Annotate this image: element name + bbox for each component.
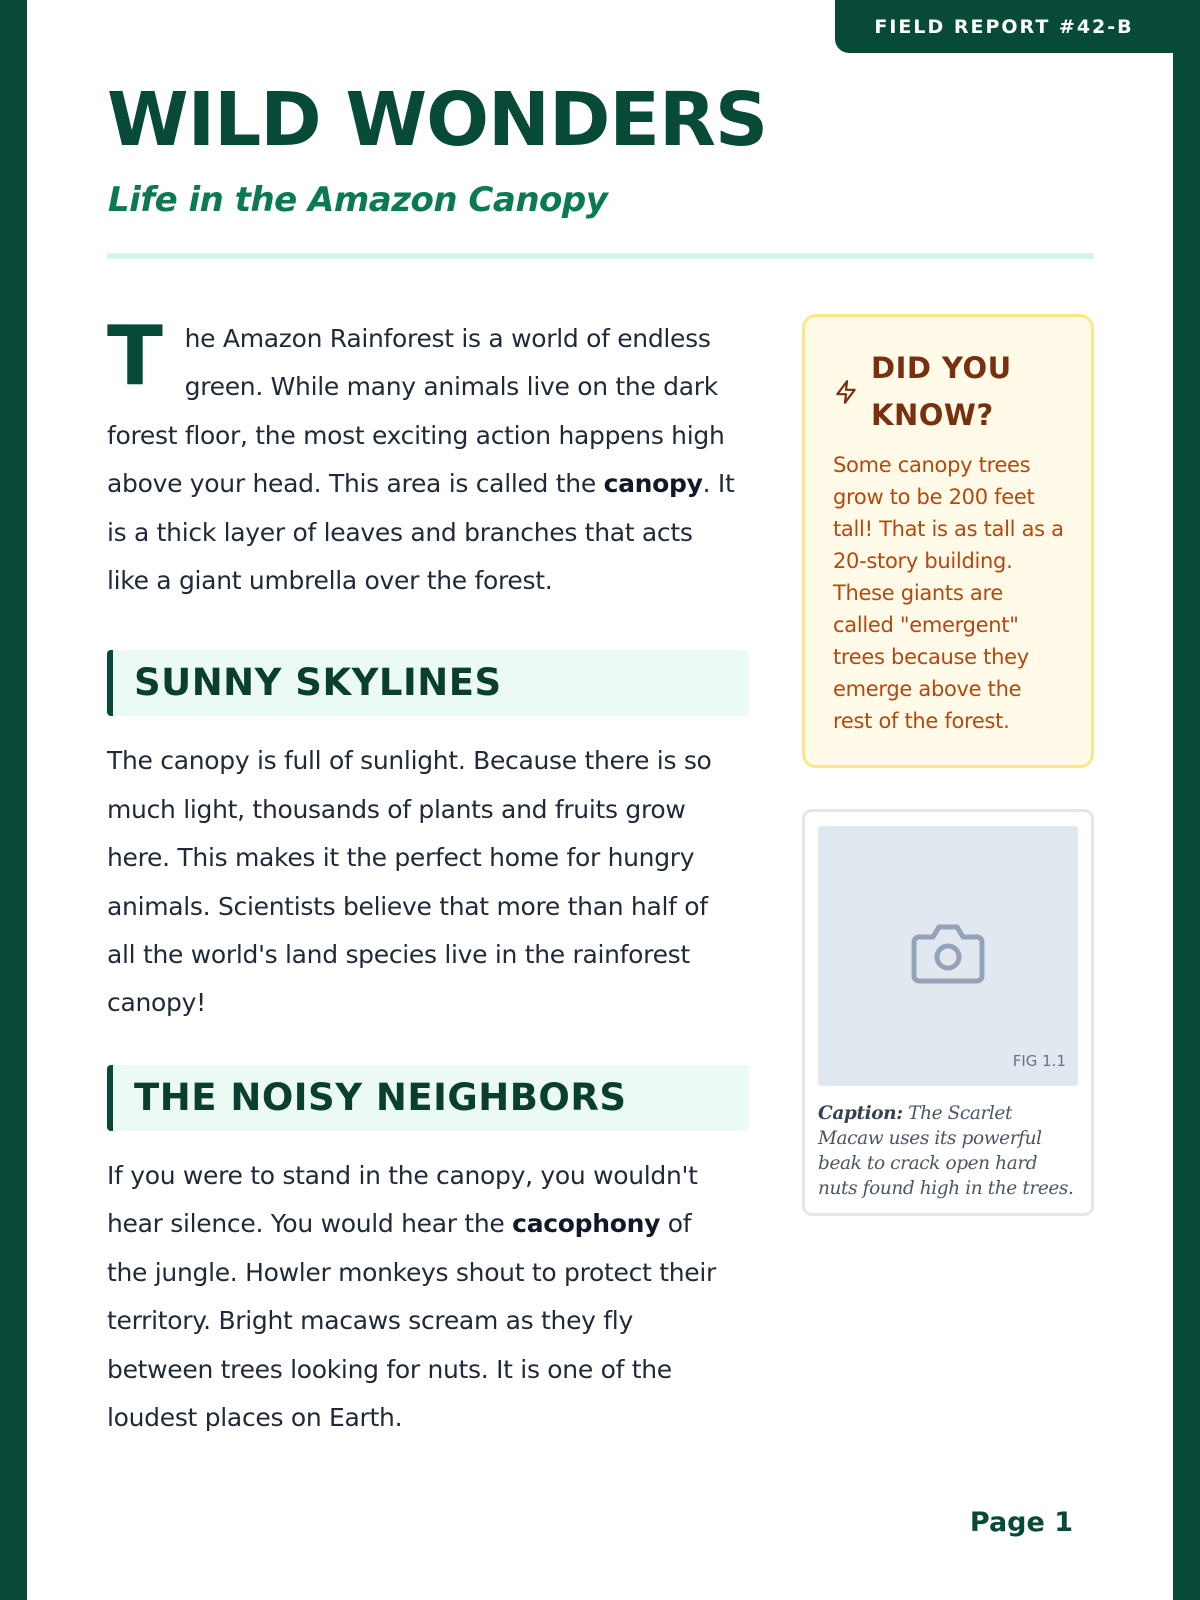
intro-keyword: canopy [603,469,703,499]
title-divider [107,253,1094,259]
section-heading-noisy-neighbors [107,1065,749,1131]
drop-cap: T [107,309,163,404]
section-heading-sunny-skylines [107,650,749,716]
report-page [27,0,1173,1600]
sunny-skylines-paragraph: The canopy is full of sunlight. Because there is so much light, thousands of plants and fruits grow here. This makes it the perfect home for hungry animals. Scientists believe that more than half of all the world's land species live in the rainforest canopy! [107,746,712,1018]
did-you-know-callout [802,314,1094,768]
callout-title: DID YOU KNOW? [871,351,1012,432]
noisy-text-b: of the jungle. Howler monkeys shout to protect their territory. Bright macaws scream as they fly between trees looking for nuts. It is one of the loudest places on Earth. [107,1209,716,1432]
report-tab: FIELD REPORT #42-B [835,0,1173,53]
intro-paragraph [107,309,737,605]
page-subtitle: Life in the Amazon Canopy [108,180,608,220]
section-heading-text: SUNNY SKYLINES [134,661,502,705]
lightning-icon [833,379,859,405]
camera-icon [911,921,985,985]
image-placeholder [818,826,1078,1086]
intro-text-a: he Amazon Rainforest is a world of endless green. While many animals live on the dark forest floor, the most exciting action happens high above your head. This area is called the [107,324,725,499]
figure-card [802,809,1094,1216]
caption-label: Caption: [818,1103,903,1124]
main-column [107,309,737,1442]
noisy-text-a: If you were to stand in the canopy, you wouldn't hear silence. You would hear the [107,1160,698,1239]
callout-header [833,345,1065,439]
figure-label: FIG 1.1 [1012,1052,1066,1070]
page-number: Page 1 [969,1507,1073,1538]
caption-text: The Scarlet Macaw uses its powerful beak to crack open hard nuts found high in the trees. [818,1103,1074,1199]
noisy-neighbors-paragraph [107,1152,737,1442]
page-title: WILD WONDERS [107,77,768,163]
noisy-keyword: cacophony [512,1209,661,1239]
section-heading-text: THE NOISY NEIGHBORS [134,1075,627,1119]
figure-caption [818,1101,1078,1201]
intro-text-b: . It is a thick layer of leaves and branches that acts like a giant umbrella over the forest. [107,469,735,596]
callout-text: Some canopy trees grow to be 200 feet tall! That is as tall as a 20-story building. These giants are called "emergent" trees because they emerge above the rest of the forest. [833,453,1064,733]
